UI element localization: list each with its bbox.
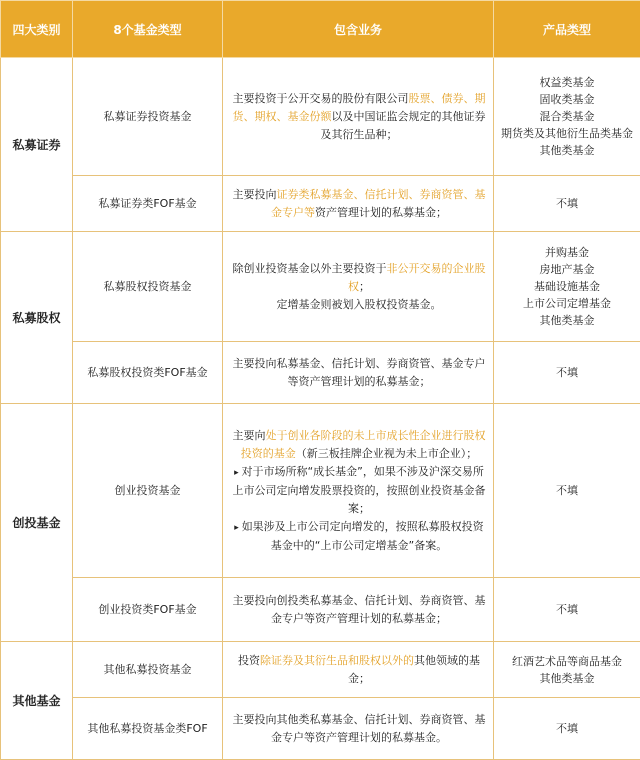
fund-type-cell: 其他私募投资基金 — [73, 642, 223, 698]
fund-type-cell: 私募证券投资基金 — [73, 58, 223, 176]
table-row — [1, 698, 640, 760]
business-cell: 主要投向创投类私募基金、信托计划、券商资管、基金专户等资产管理计划的私募基金； — [223, 578, 494, 642]
table-row — [1, 58, 640, 176]
header-fund-type: 8个基金类型 — [73, 1, 223, 58]
business-text: 主要投资于公开交易的股份有限公司 — [233, 92, 409, 105]
table-row — [1, 232, 640, 342]
product-item: 并购基金 — [499, 244, 635, 261]
business-text: 资产管理计划的私募基金； — [315, 206, 447, 219]
business-cell: 主要投向其他类私募基金、信托计划、券商资管、基金专户等资产管理计划的私募基金。 — [223, 698, 494, 760]
product-item: 房地产基金 — [499, 261, 635, 278]
table-row — [1, 404, 640, 578]
fund-type-cell: 私募证券类FOF基金 — [73, 176, 223, 232]
product-item: 其他类基金 — [499, 312, 635, 329]
business-bullet: ▸ 如果涉及上市公司定向增发的，按照私募股权投资基金中的“上市公司定增基金”备案。 — [231, 518, 487, 555]
product-item: 基础设施基金 — [499, 278, 635, 295]
business-text: 除创业投资基金以外主要投资于 — [233, 262, 387, 275]
table-row — [1, 642, 640, 698]
business-highlight: 非公开交易的企业股权 — [348, 262, 486, 293]
product-cell: 不填 — [494, 404, 640, 578]
product-item: 期货类及其他衍生品类基金 — [499, 125, 635, 142]
header-row — [1, 1, 640, 58]
product-cell: 不填 — [494, 342, 640, 404]
fund-type-cell: 创业投资基金 — [73, 404, 223, 578]
business-text: 主要向 — [233, 429, 266, 442]
product-item: 其他类基金 — [499, 670, 635, 687]
product-cell — [494, 232, 640, 342]
product-item: 权益类基金 — [499, 74, 635, 91]
fund-type-cell: 私募股权投资基金 — [73, 232, 223, 342]
category-private-equity: 私募股权 — [1, 232, 73, 404]
business-text: 定增基金则被划入股权投资基金。 — [231, 296, 487, 314]
business-highlight: 股票、债券、期货、期权、基金份额 — [233, 92, 486, 123]
product-cell — [494, 642, 640, 698]
table-row — [1, 176, 640, 232]
product-item: 红酒艺术品等商品基金 — [499, 653, 635, 670]
table-row — [1, 578, 640, 642]
fund-type-cell: 私募股权投资类FOF基金 — [73, 342, 223, 404]
product-cell: 不填 — [494, 578, 640, 642]
category-private-securities: 私募证券 — [1, 58, 73, 232]
business-cell — [223, 642, 494, 698]
business-text: 以及中国证监会规定的其他证券及其衍生品种； — [321, 110, 486, 141]
business-highlight: 证券类私募基金、信托计划、券商资管、基金专户等 — [271, 188, 486, 219]
business-text: 投资 — [238, 654, 260, 667]
business-text: 主要投向 — [233, 188, 277, 201]
product-item: 固收类基金 — [499, 91, 635, 108]
category-venture-capital: 创投基金 — [1, 404, 73, 642]
product-cell — [494, 58, 640, 176]
fund-type-cell: 创业投资类FOF基金 — [73, 578, 223, 642]
product-item: 混合类基金 — [499, 108, 635, 125]
business-cell — [223, 404, 494, 578]
fund-type-cell: 其他私募投资基金类FOF — [73, 698, 223, 760]
product-cell: 不填 — [494, 176, 640, 232]
product-cell: 不填 — [494, 698, 640, 760]
product-item: 其他类基金 — [499, 142, 635, 159]
business-cell — [223, 232, 494, 342]
business-bullet: ▸ 对于市场所称“成长基金”，如果不涉及沪深交易所上市公司定向增发股票投资的，按照创业投资基金备案； — [231, 463, 487, 518]
header-business: 包含业务 — [223, 1, 494, 58]
business-text: ； — [359, 280, 370, 293]
business-cell — [223, 176, 494, 232]
business-highlight: 除证券及其衍生品和股权以外的 — [260, 654, 414, 667]
business-text: （新三板挂牌企业视为未上市企业）； — [296, 447, 478, 460]
business-text: 其他领域的基金； — [348, 654, 480, 685]
business-cell — [223, 58, 494, 176]
business-highlight: 处于创业各阶段的未上市成长性企业进行股权投资的基金 — [241, 429, 486, 460]
header-category: 四大类别 — [1, 1, 73, 58]
header-product-type: 产品类型 — [494, 1, 640, 58]
product-item: 上市公司定增基金 — [499, 295, 635, 312]
business-cell: 主要投向私募基金、信托计划、券商资管、基金专户等资产管理计划的私募基金； — [223, 342, 494, 404]
table-row — [1, 342, 640, 404]
category-other-funds: 其他基金 — [1, 642, 73, 760]
